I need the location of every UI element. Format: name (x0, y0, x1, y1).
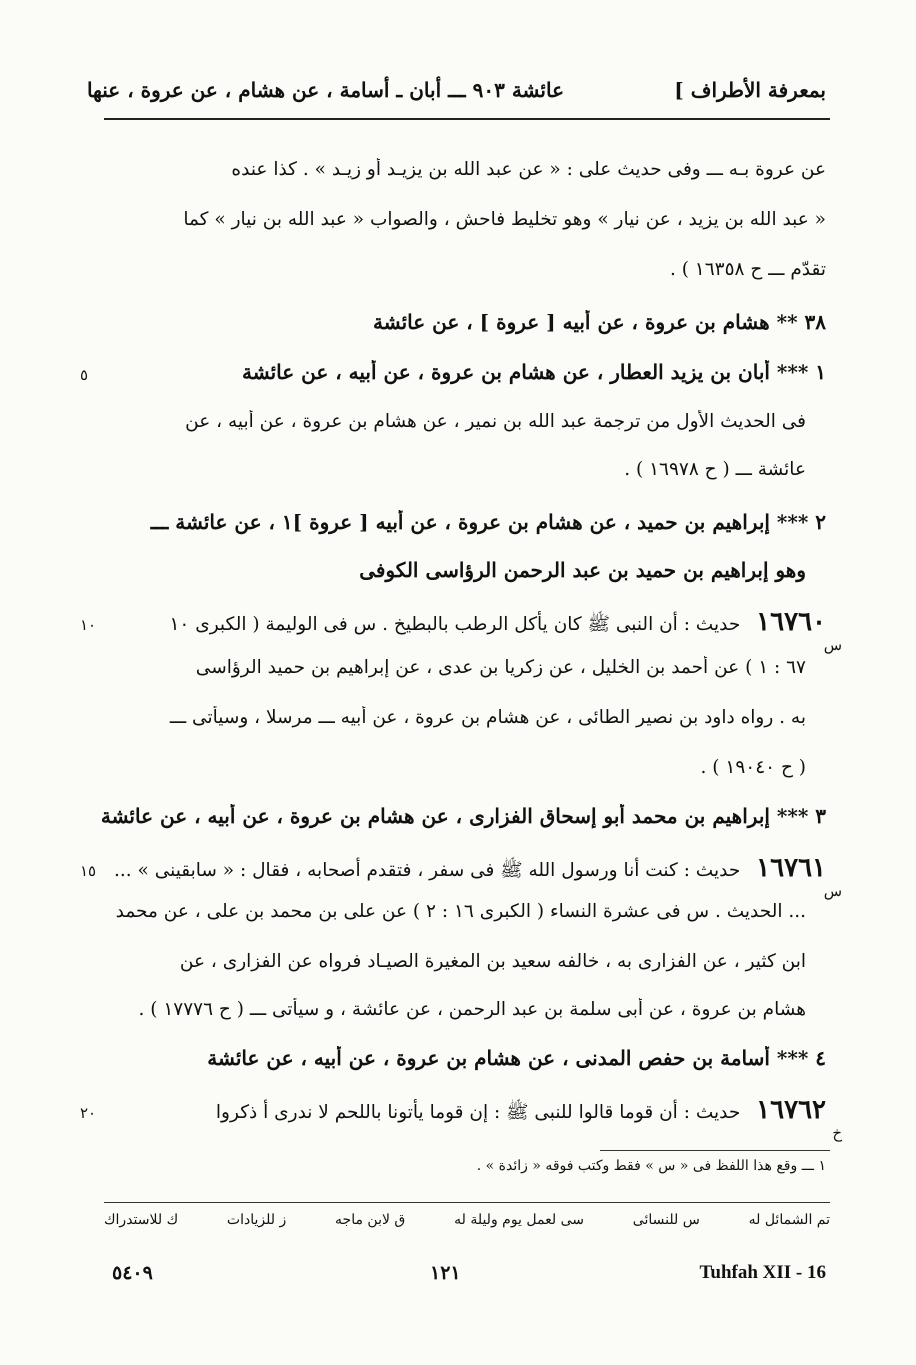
legend-item: ق لابن ماجه (335, 1212, 406, 1228)
hadith-number: ١٦٧٦٢ (756, 1095, 826, 1125)
siglum-marker: س (823, 882, 842, 900)
text-line: به . رواه داود بن نصير الطائى ، عن هشام بن عروة ، عن أبيه ـــ مرسلا ، وسيأتى ـــ (169, 707, 806, 728)
hadith-text: حديث : أن النبى ﷺ كان يأكل الرطب بالبطيخ . س فى الوليمة ( الكبرى ١٠ (169, 614, 741, 635)
text-line: ٦٧ : ١ ) عن أحمد بن الخليل ، عن زكريا بن عدى ، عن إبراهيم بن حميد الرؤاسى (195, 657, 806, 678)
hadith-text: حديث : أن قوما قالوا للنبى ﷺ : إن قوما يأتونا باللحم لا ندرى أ ذكروا (215, 1102, 741, 1123)
section-heading: ٣٨ ** هشام بن عروة ، عن أبيه [ عروة ] ، عن عائشة (373, 310, 826, 334)
footnote: ١ ـــ وقع هذا اللفظ فى « س » فقط وكتب فوقه « زائدة » . (476, 1158, 826, 1174)
sub-heading-4: ٤ *** أسامة بن حفص المدنى ، عن هشام بن عروة ، عن أبيه ، عن عائشة (207, 1046, 826, 1070)
text-line: « عبد الله بن يزيد ، عن نيار » وهو تخليط فاحش ، والصواب « عبد الله بن نيار » كما (183, 209, 826, 230)
text-line: ... الحديث . س فى عشرة النساء ( الكبرى ١٦ : ٢ ) عن على بن محمد بن على ، عن محمد (115, 901, 806, 922)
text-line: ( ح ١٩٠٤٠ ) . (700, 757, 806, 778)
text-line: فى الحديث الأول من ترجمة عبد الله بن نمير ، عن هشام بن عروة ، عن أبيه ، عن (185, 411, 806, 432)
sub-heading-2-cont: وهو إبراهيم بن حميد بن عبد الرحمن الرؤاسى الكوفى (359, 558, 806, 582)
legend-item: س للنسائى (632, 1212, 700, 1228)
text-line: هشام بن عروة ، عن أبى سلمة بن عبد الرحمن ، عن عائشة ، و سيأتى ـــ ( ح ١٧٧٧٦ ) . (138, 999, 806, 1020)
hadith-line (100, 1094, 826, 1127)
sub-heading-1: ١ *** أبان بن يزيد العطار ، عن هشام بن عروة ، عن أبيه ، عن عائشة (242, 360, 826, 384)
page-number: ١٢١ (430, 1262, 461, 1284)
sub-heading-2: ٢ *** إبراهيم بن حميد ، عن هشام بن عروة ، عن أبيه [ عروة ]١ ، عن عائشة ـــ (150, 510, 826, 534)
hadith-text: حديث : كنت أنا ورسول الله ﷺ فى سفر ، فتقدم أصحابه ، فقال : « سابقينى » ... (113, 860, 741, 881)
hadith-number: ١٦٧٦١ (756, 853, 826, 883)
text-line: ابن كثير ، عن الفزارى به ، خالفه سعيد بن المغيرة الصيـاد فرواه عن الفزارى ، عن (179, 951, 806, 972)
legend-item: سى لعمل يوم وليلة له (454, 1212, 584, 1228)
line-marker: ٢٠ (80, 1104, 97, 1122)
line-marker: ١٥ (80, 862, 97, 880)
siglum-marker: خ (832, 1124, 842, 1142)
signature-mark: Tuhfah XII - 16 (699, 1262, 826, 1283)
folio-entry-number: ٥٤٠٩ (112, 1262, 153, 1284)
text-line: عن عروة بـه ـــ وفى حديث على : « عن عبد الله بن يزيـد أو زيـد » . كذا عنده (231, 159, 826, 180)
legend-rule (104, 1202, 830, 1203)
line-marker: ١٠ (80, 616, 97, 634)
text-line: تقدّم ـــ ح ١٦٣٥٨ ) . (669, 259, 826, 280)
hadith-number: ١٦٧٦٠ (756, 607, 826, 637)
legend-item: ز للزيادات (226, 1212, 287, 1228)
line-marker: ٥ (80, 366, 89, 384)
header-rule (104, 118, 830, 120)
header-title-right: بمعرفة الأطراف ] (674, 78, 826, 102)
legend-item: ك للاستدراك (104, 1212, 179, 1228)
hadith-line (100, 852, 826, 885)
sub-heading-3: ٣ *** إبراهيم بن محمد أبو إسحاق الفزارى ، عن هشام بن عروة ، عن أبيه ، عن عائشة (100, 804, 826, 828)
siglum-marker: س (823, 636, 842, 654)
footnote-rule (600, 1150, 830, 1151)
legend-item: تم الشمائل له (748, 1212, 830, 1228)
hadith-line (100, 606, 826, 639)
text-line: عائشة ـــ ( ح ١٦٩٧٨ ) . (624, 459, 806, 480)
header-title-center: عائشة ٩٠٣ ـــ أبان ـ أسامة ، عن هشام ، عن عروة ، عنها (86, 78, 564, 102)
sigla-legend (104, 1212, 830, 1228)
